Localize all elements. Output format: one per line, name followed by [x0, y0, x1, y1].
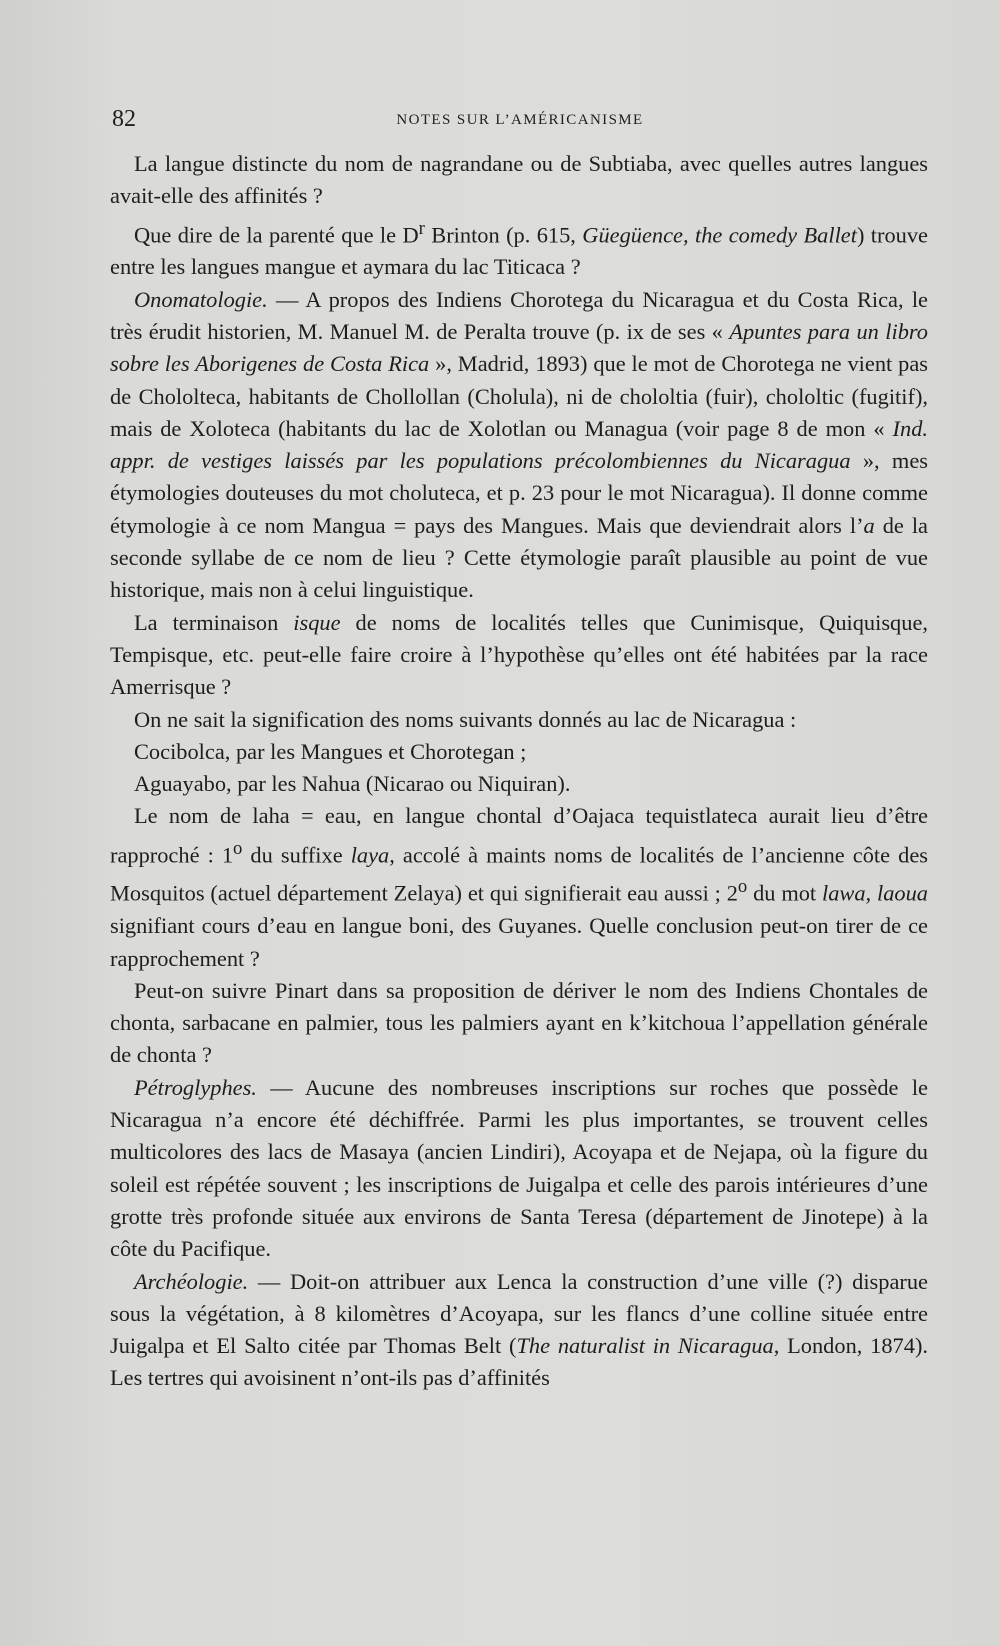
paragraph-isque: [110, 607, 928, 704]
text-run: du mot: [747, 880, 822, 906]
page-number: 82: [112, 106, 136, 132]
roman-numeral: ix: [626, 318, 644, 344]
page-header: [112, 106, 928, 136]
text-run: du suffixe: [242, 842, 351, 868]
paragraph-subtiaba: [110, 148, 928, 213]
text-run: , London, 1874). Les tertres qui avoisinent n’ont-ils pas d’affinités: [110, 1333, 928, 1391]
italic-word: laya: [350, 842, 390, 868]
paragraph-aguayabo: [110, 768, 928, 800]
text-run: — Doit-on attribuer aux Lenca la construction d’une ville (?) disparue sous la végétation, à 8 kilomètres d’Acoyapa, sur les flancs d’une colline située entre Juigalpa et El Salto citée par Thomas Belt (: [110, 1268, 928, 1359]
superscript: o: [233, 837, 243, 859]
paragraph-petroglyphes: [110, 1072, 928, 1266]
italic-title: Ind. appr. de vestiges laissés par les populations précolombiennes du Nicaragua: [110, 415, 928, 474]
paragraph-lac-nicaragua: [110, 704, 928, 736]
section-heading: Archéologie.: [134, 1268, 249, 1294]
text-run: — Aucune des nombreuses inscriptions sur roches que possède le Nicaragua n’a encore été déchiffrée. Parmi les plus importantes, se trouvent celles multicolores des lacs de Masaya (ancien Lindiri), Acoyapa et de Nejapa, où la figure du soleil est répétée souvent ; les inscriptions de Juigalpa et celle des parois intérieures d’une grotte très profonde située aux environs de Santa Teresa (département de Jinotepe) à la côte du Pacifique.: [110, 1074, 928, 1262]
paragraph-cocibolca: [110, 736, 928, 768]
text-run: Cocibolca, par les Mangues et Chorotegan ;: [134, 738, 527, 764]
paragraph-pinart: [110, 975, 928, 1072]
text-run: signifiant cours d’eau en langue boni, des Guyanes. Quelle conclusion peut-on tirer de ce rapprochement ?: [110, 913, 928, 971]
section-heading: Pétroglyphes.: [134, 1074, 257, 1100]
paragraph-brinton: [110, 213, 928, 284]
paragraph-archeologie: [110, 1266, 928, 1395]
italic-title: The naturalist in Nicaragua: [516, 1333, 774, 1359]
section-heading: Onomatologie.: [134, 286, 268, 312]
text-run: de la seconde syllabe de ce nom de lieu ? Cette étymologie paraît plausible au point de vue historique, mais non à celui linguistique.: [110, 512, 928, 603]
text-run: de noms de localités telles que Cunimisque, Quiquisque, Tempisque, etc. peut-elle faire croire à l’hypothèse qu’elles ont été habitées par la race Amerrisque ?: [110, 609, 928, 700]
italic-title: Apuntes para un libro sobre les Aborigenes de Costa Rica: [110, 318, 928, 377]
text-run: », Madrid, 1893) que le mot de Chorotega ne vient pas de Chololteca, habitants de Chollollan (Cholula), ni de chololtia (fuir), chololtic (fugitif), mais de Xoloteca (habitants du lac de Xolotlan ou Managua (voir page 8 de mon «: [110, 351, 928, 441]
running-title: NOTES SUR L’AMÉRICANISME: [396, 112, 644, 128]
italic-word: isque: [293, 609, 341, 635]
text-run: Peut-on suivre Pinart dans sa proposition de dériver le nom des Indiens Chontales de chonta, sarbacane en palmier, tous les palmiers ayant en k’kitchoua l’appellation générale de chonta ?: [110, 977, 928, 1068]
text-run: Brinton (p. 615,: [424, 222, 583, 248]
italic-title: Güegüence, the comedy Ballet: [582, 222, 857, 248]
text-run: », mes étymologies douteuses du mot choluteca, et p. 23 pour le mot Nicaragua). Il donne comme étymologie à ce nom Mangua = pays des Mangues. Mais que deviendrait alors l’: [110, 448, 928, 538]
text-run: Le nom de laha = eau, en langue chontal d’Oajaca tequistlateca aurait lieu d’être rapproché : 1: [110, 803, 928, 868]
superscript: o: [737, 876, 748, 898]
superscript: r: [418, 217, 425, 239]
italic-letter: a: [863, 512, 875, 538]
text-run: La langue distincte du nom de nagrandane ou de Subtiaba, avec quelles autres langues avait-elle des affinités ?: [110, 151, 928, 209]
italic-word: lawa, laoua: [822, 880, 928, 906]
text-run: — A propos des Indiens Chorotega du Nicaragua et du Costa Rica, le très érudit historien, M. Manuel M. de Peralta trouve (p.: [110, 286, 928, 344]
paragraph-laha: [110, 800, 928, 974]
text-run: , accolé à maints noms de localités de l’ancienne côte des Mosquitos (actuel département Zelaya) et qui signifierait eau aussi ; 2: [110, 842, 928, 906]
text-run: de ses «: [644, 318, 730, 344]
text-run: Aguayabo, par les Nahua (Nicarao ou Niquiran).: [134, 771, 571, 797]
text-run: ) trouve entre les langues mangue et aymara du lac Titicaca ?: [110, 222, 928, 280]
paragraph-onomatologie: [110, 284, 928, 607]
text-run: Que dire de la parenté que le D: [134, 222, 419, 248]
text-run: La terminaison: [134, 609, 294, 635]
text-run: On ne sait la signification des noms suivants donnés au lac de Nicaragua :: [134, 706, 797, 732]
body-text: [110, 148, 928, 1395]
